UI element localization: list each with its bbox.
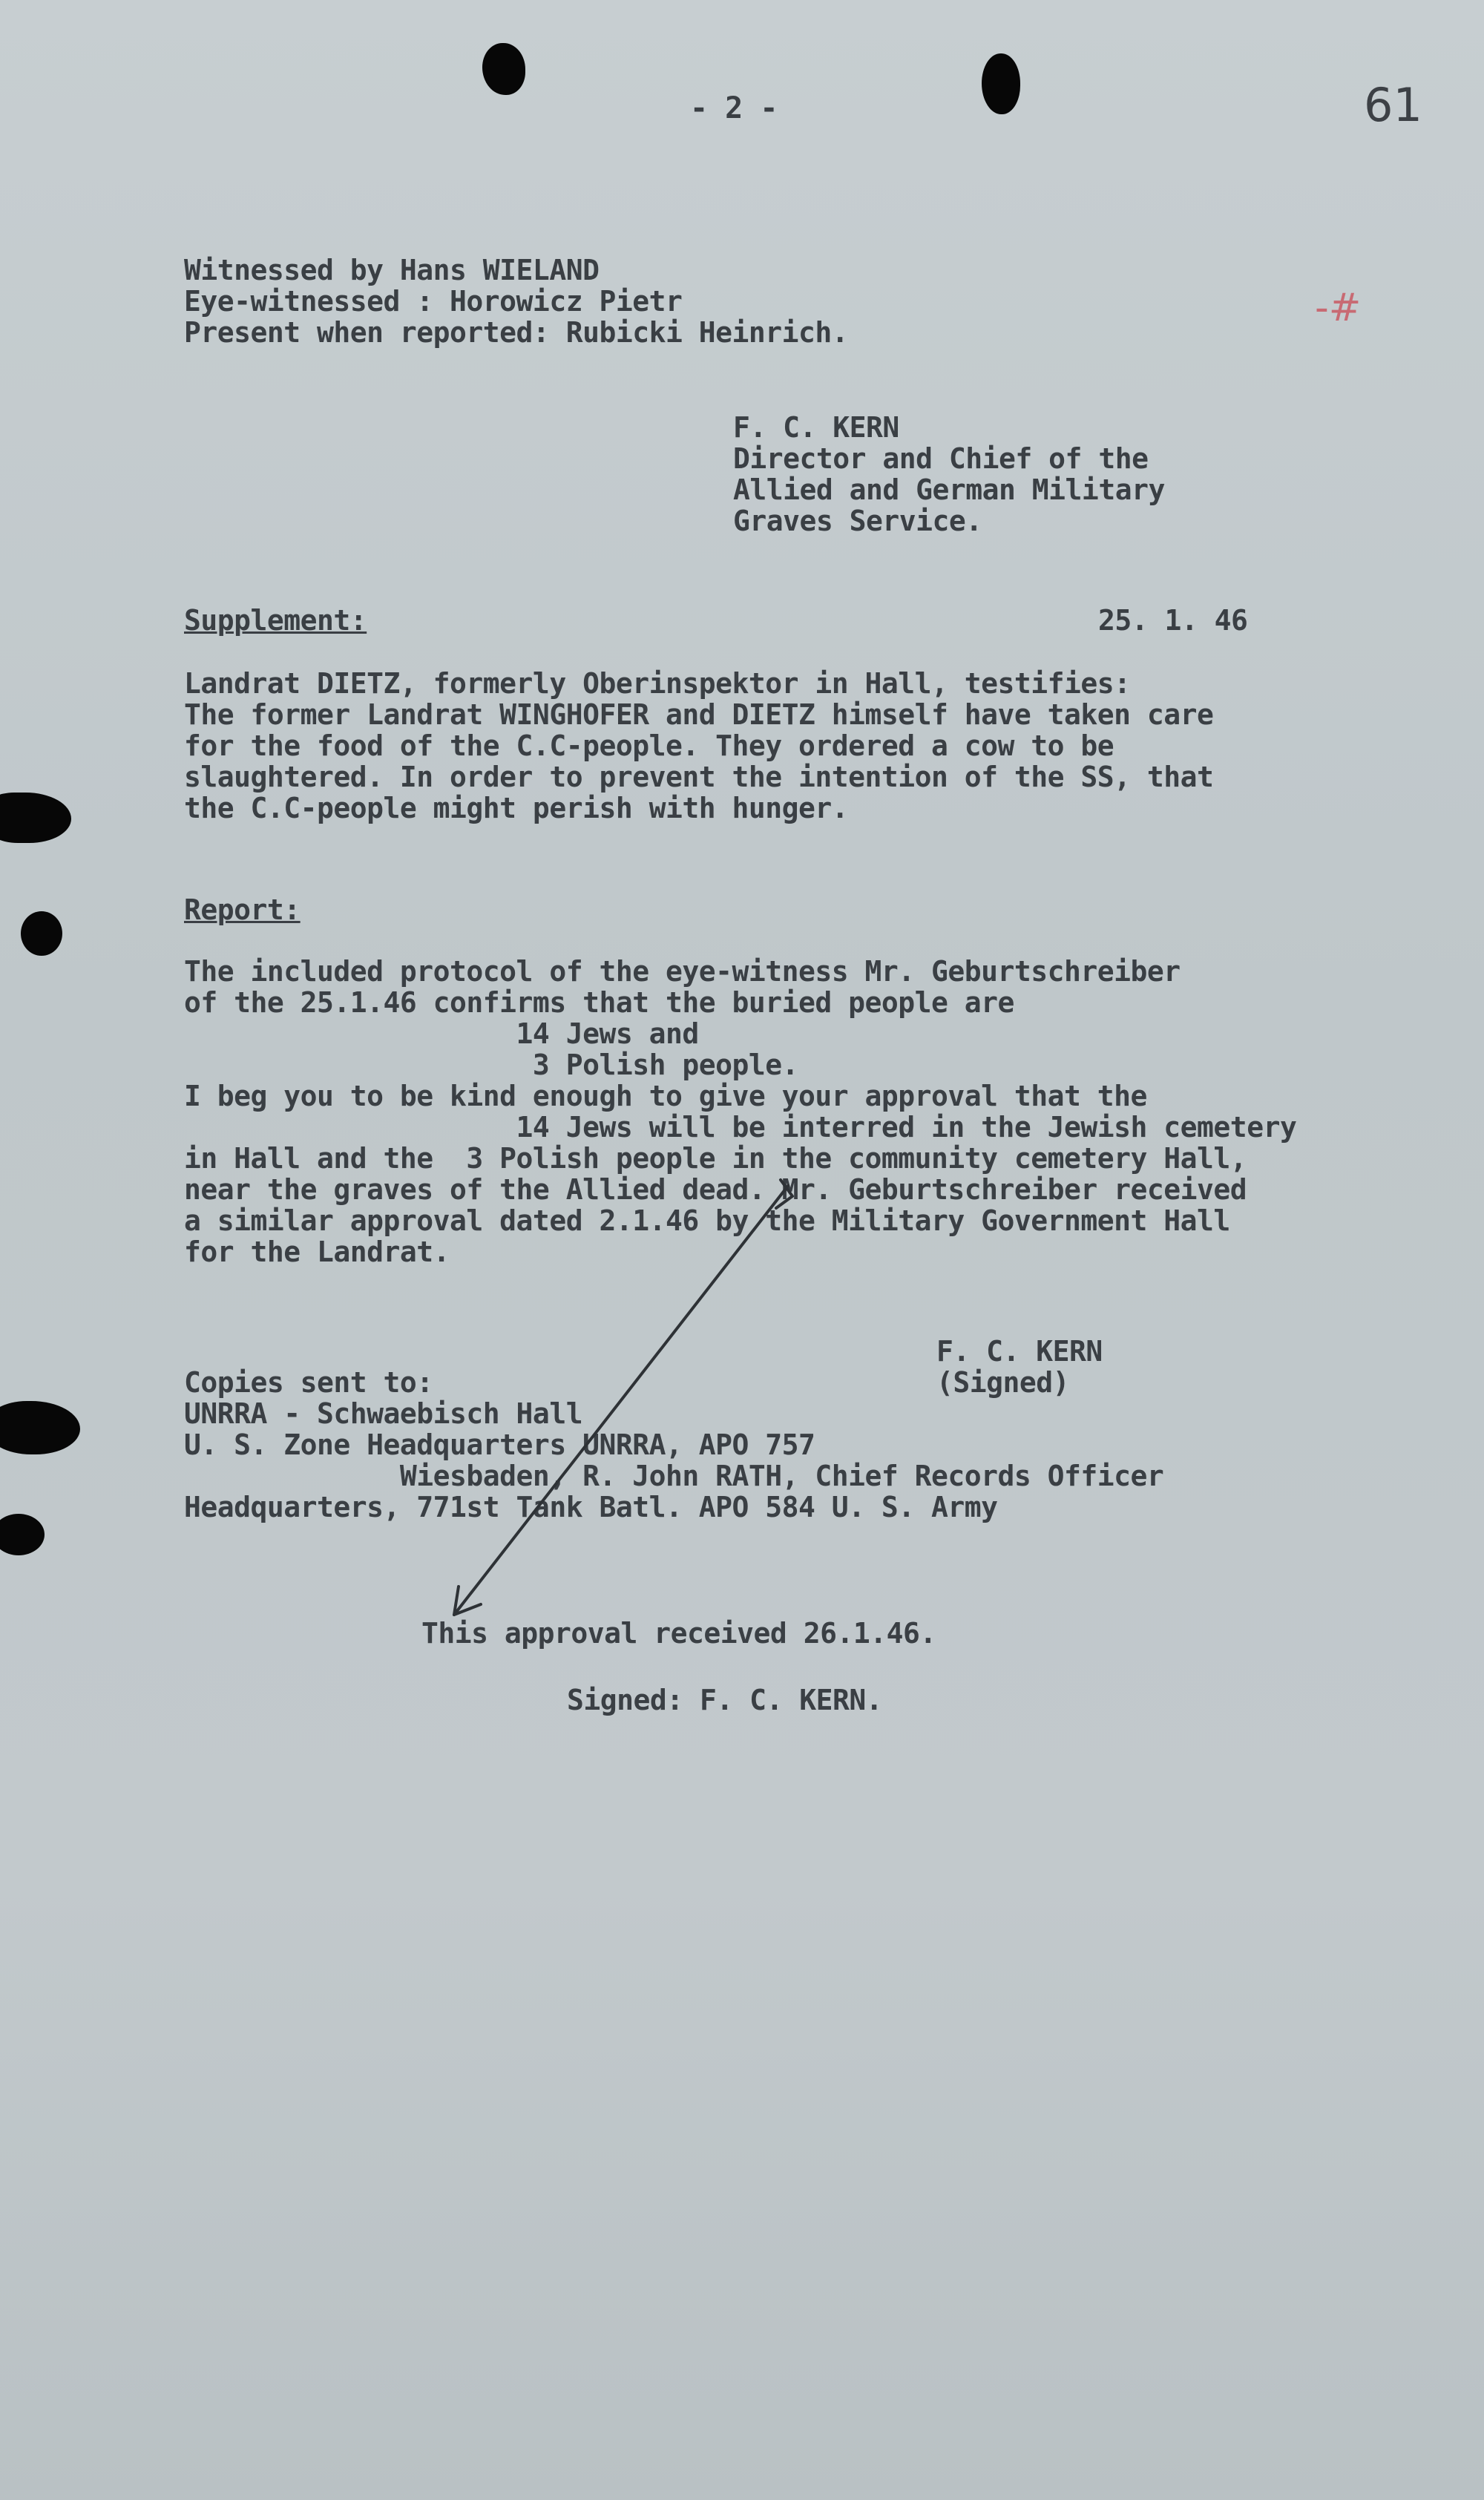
copies-line: Copies sent to: [184,1366,433,1399]
red-margin-mark: -# [1315,286,1362,330]
signature-line: (Signed) [936,1366,1070,1399]
report-line: in Hall and the 3 Polish people in the community cemetery Hall, [184,1142,1247,1175]
witness-line: Present when reported: Rubicki Heinrich. [184,316,849,349]
copies-line: U. S. Zone Headquarters UNRRA, APO 757 [184,1428,815,1461]
supplement-date: 25. 1. 46 [1098,604,1248,637]
supplement-line: Landrat DIETZ, formerly Oberinspektor in Hall, testifies: [184,667,1131,700]
copies-line: Wiesbaden, R. John RATH, Chief Records Officer [184,1460,1164,1492]
report-line: for the Landrat. [184,1236,450,1268]
signature-line: F. C. KERN [733,411,899,444]
signature-line: Allied and German Military [733,473,1165,506]
report-line: of the 25.1.46 confirms that the buried people are [184,986,1014,1019]
archive-page-number: 61 [1364,78,1422,132]
supplement-heading: Supplement: [184,604,367,637]
supplement-line: for the food of the C.C-people. They ordered a cow to be [184,729,1114,762]
approval-line: This approval received 26.1.46. [421,1617,936,1650]
report-line: The included protocol of the eye-witness Mr. Geburtschreiber [184,955,1181,988]
report-line: 3 Polish people. [184,1049,798,1081]
supplement-line: slaughtered. In order to prevent the intention of the SS, that [184,761,1214,793]
supplement-line: The former Landrat WINGHOFER and DIETZ himself have taken care [184,698,1214,731]
page-number: - 2 - [690,91,778,125]
report-line: 14 Jews will be interred in the Jewish cemetery [184,1111,1297,1144]
witness-line: Eye-witnessed : Horowicz Pietr [184,285,683,318]
report-line: near the graves of the Allied dead. Mr. Geburtschreiber received [184,1173,1247,1206]
signature-line: Director and Chief of the [733,442,1149,475]
copies-line: UNRRA - Schwaebisch Hall [184,1397,583,1430]
report-heading: Report: [184,893,301,926]
report-line: a similar approval dated 2.1.46 by the Military Government Hall [184,1204,1230,1237]
report-line: I beg you to be kind enough to give your approval that the [184,1080,1147,1112]
signature-line: Graves Service. [733,505,982,537]
witness-line: Witnessed by Hans WIELAND [184,254,600,286]
signature-line: F. C. KERN [936,1335,1103,1368]
copies-line: Headquarters, 771st Tank Batl. APO 584 U. S. Army [184,1491,998,1523]
supplement-line: the C.C-people might perish with hunger. [184,792,849,824]
arrow-head-top [776,1180,792,1208]
arrow-line [454,1186,788,1615]
signed-line: Signed: F. C. KERN. [567,1684,883,1716]
report-line: 14 Jews and [184,1017,699,1050]
